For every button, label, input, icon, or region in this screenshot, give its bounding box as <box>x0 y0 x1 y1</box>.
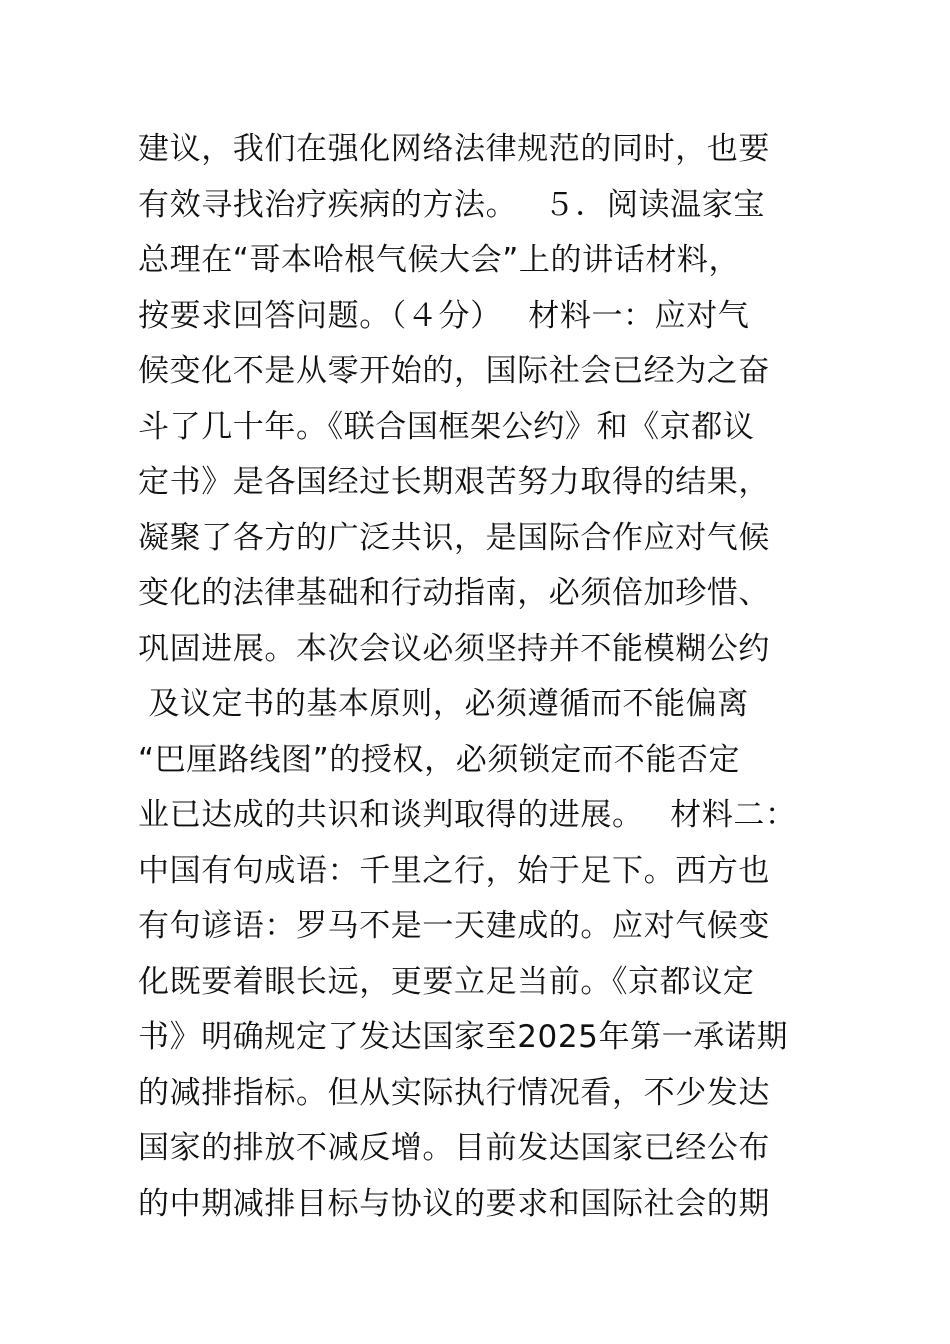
text-line: “巴厘路线图”的授权，必须锁定而不能否定 <box>138 741 741 778</box>
text-line: 书》明确规定了发达国家至2025年第一承诺期 <box>138 1019 789 1055</box>
text-line: 建议，我们在强化网络法律规范的同时，也要 <box>138 131 770 167</box>
text-line: 候变化不是从零开始的，国际社会已经为之奋 <box>138 353 770 389</box>
text-line: 国家的排放不减反增。目前发达国家已经公布 <box>138 1130 770 1166</box>
text-line: 业已达成的共识和谈判取得的进展。 材料二： <box>138 797 797 833</box>
text-line: 的减排指标。但从实际执行情况看，不少发达 <box>138 1074 770 1111</box>
text-line: 的中期减排目标与协议的要求和国际社会的期 <box>138 1185 770 1222</box>
text-line: 有句谚语：罗马不是一天建成的。应对气候变 <box>138 908 770 944</box>
text-line: 变化的法律基础和行动指南，必须倍加珍惜、 <box>138 575 770 611</box>
document-body <box>138 122 838 1232</box>
text-line: 有效寻找治疗疾病的方法。 ５．阅读温家宝 <box>138 186 765 223</box>
text-line: 及议定书的基本原则，必须遵循而不能偏离 <box>138 686 749 722</box>
text-line: 巩固进展。本次会议必须坚持并不能模糊公约 <box>138 630 770 667</box>
text-line: 定书》是各国经过长期艰苦努力取得的结果， <box>138 464 770 500</box>
text-line: 按要求回答问题。（４分） 材料一：应对气 <box>138 297 750 334</box>
text-line: 化既要着眼长远，更要立足当前。《京都议定 <box>138 963 755 1000</box>
text-line: 凝聚了各方的广泛共识，是国际合作应对气候 <box>138 519 770 556</box>
text-line: 总理在“哥本哈根气候大会”上的讲话材料， <box>138 242 741 278</box>
text-line: 斗了几十年。《联合国框架公约》和《京都议 <box>138 408 755 445</box>
text-line: 中国有句成语：千里之行，始于足下。西方也 <box>138 852 770 889</box>
